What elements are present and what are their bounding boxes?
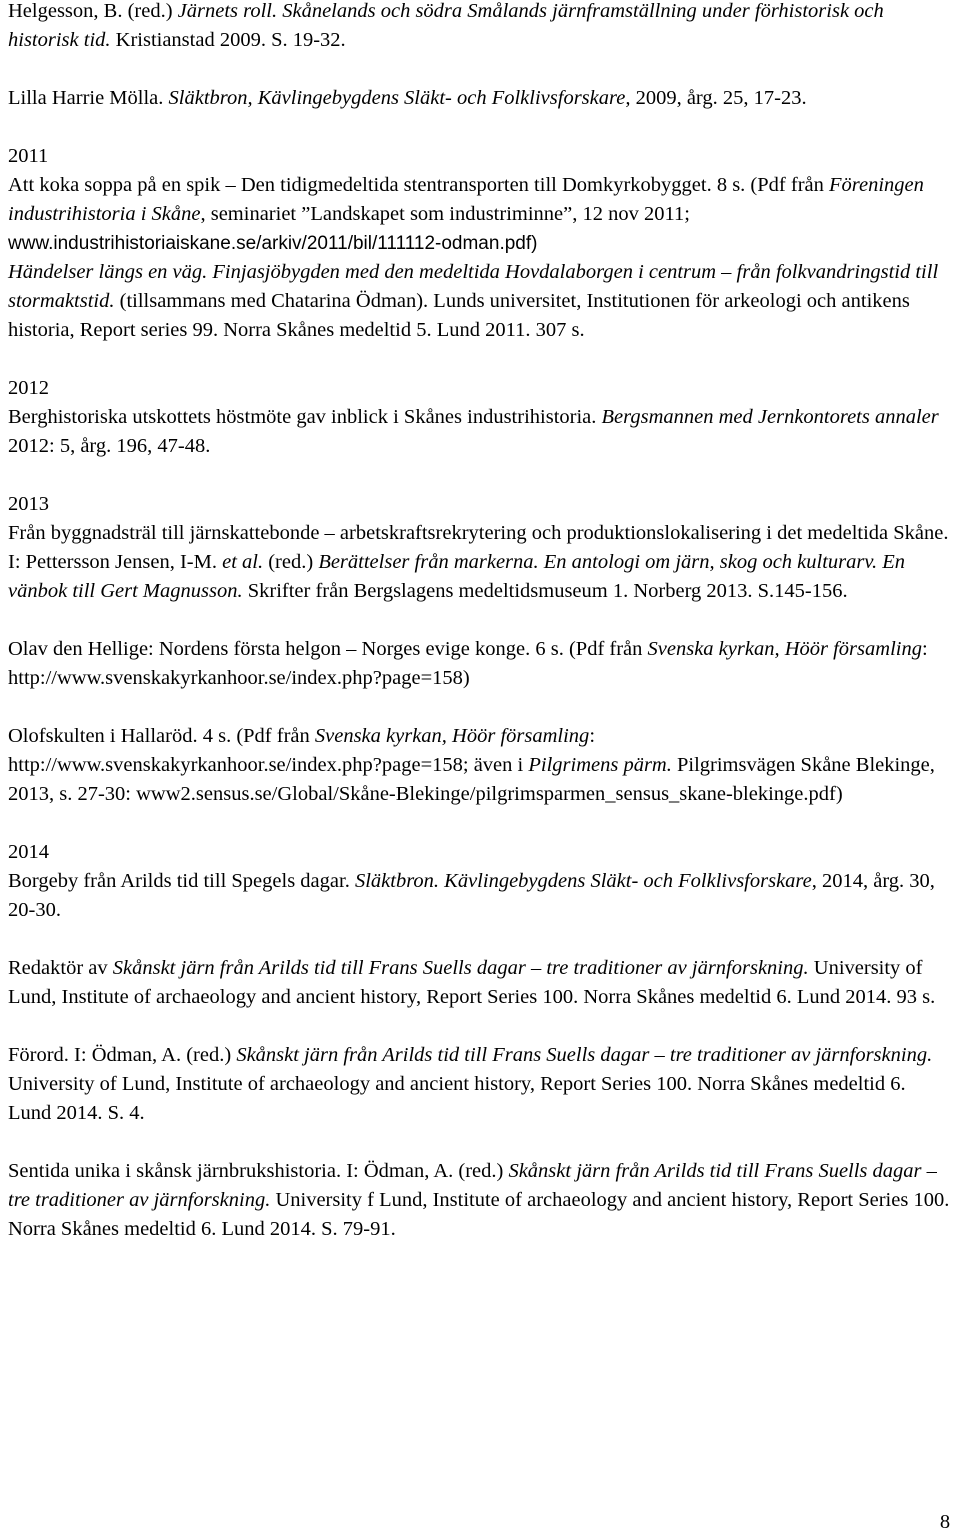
- entry-text: Sentida unika i skånsk järnbrukshistoria. I: Ödman, A. (red.): [8, 1160, 509, 1182]
- year-heading: 2012: [8, 377, 49, 399]
- bibliography: [8, 0, 952, 1273]
- entry-text: Berghistoriska utskottets höstmöte gav inblick i Skånes industrihistoria.: [8, 406, 602, 428]
- entry-title-text: Föreningen industrihistoria i Skåne: [8, 174, 924, 225]
- entry-text: Olofskulten i Hallaröd. 4 s. (Pdf från: [8, 725, 315, 747]
- bibliography-entry: [8, 1157, 952, 1244]
- entry-text: Skrifter från Bergslagens medeltidsmuseum 1. Norberg 2013. S.145-156.: [242, 580, 848, 602]
- bibliography-entry: [8, 954, 952, 1012]
- bibliography-entry: [8, 1041, 952, 1128]
- bibliography-entry: [8, 722, 952, 809]
- entry-text: 2009, årg. 25, 17-23.: [630, 87, 807, 109]
- entry-text: University f Lund, Institute of archaeology and ancient history, Report Series 100. Norra Skånes medeltid 6. Lund 2014. S. 79-91.: [8, 1189, 950, 1240]
- bibliography-entry: [8, 0, 952, 55]
- entry-text: Förord. I: Ödman, A. (red.): [8, 1044, 237, 1066]
- entry-text: : http://www.svenskakyrkanhoor.se/index.php?page=158): [8, 638, 928, 689]
- entry-text: (red.): [263, 551, 319, 573]
- entry-title-text: Skånskt järn från Arilds tid till Frans Suells dagar – tre traditioner av järnforskning.: [236, 1044, 933, 1066]
- entry-title-text: et al.: [222, 551, 264, 573]
- entry-text: Redaktör av: [8, 957, 113, 979]
- entry-text: Att koka soppa på en spik – Den tidigmedeltida stentransporten till Domkyrkobygget. 8 s. (Pdf från: [8, 174, 829, 196]
- entry-text: , seminariet ”Landskapet som industriminne”, 12 nov 2011;: [200, 203, 690, 225]
- entry-title-text: Svenska kyrkan, Höör församling: [314, 725, 590, 747]
- entry-text: www.industrihistoriaiskane.se/arkiv/2011/bil/111112-odman.pdf): [8, 233, 538, 254]
- bibliography-entry: [8, 519, 952, 606]
- entry-text: Lilla Harrie Mölla.: [8, 87, 169, 109]
- entry-title-text: Släktbron. Kävlingebygdens Släkt- och Folklivsforskare: [354, 870, 812, 892]
- entry-text: Pilgrimsvägen Skåne Blekinge, 2013, s. 27-30: www2.sensus.se/Global/Skåne-Blekinge/pilgrimsparmen_sensus_skane-blekinge.pdf): [8, 754, 935, 805]
- entry-text: : http://www.svenskakyrkanhoor.se/index.php?page=158; även i: [8, 725, 596, 776]
- entry-title-text: Pilgrimens pärm.: [528, 754, 672, 776]
- entry-title-text: Skånskt järn från Arilds tid till Frans Suells dagar – tre traditioner av järnforskning.: [8, 1160, 937, 1211]
- entry-text: , 2014, årg. 30, 20-30.: [8, 870, 935, 921]
- entry-text: University of Lund, Institute of archaeology and ancient history, Report Series 100. Norra Skånes medeltid 6. Lund 2014. S. 4.: [8, 1073, 906, 1124]
- bibliography-entry: [8, 171, 952, 258]
- year-heading: 2014: [8, 841, 49, 863]
- entry-text: Kristianstad 2009. S. 19-32.: [110, 29, 346, 51]
- year-heading: 2013: [8, 493, 49, 515]
- entry-title-text: Släktbron, Kävlingebygdens Släkt- och Folklivsforskare,: [168, 87, 631, 109]
- entry-text: Olav den Hellige: Nordens första helgon – Norges evige konge. 6 s. (Pdf från: [8, 638, 648, 660]
- entry-title-text: Berättelser från markerna. En antologi om järn, skog och kulturarv. En vänbok till Gert Magnusson.: [8, 551, 905, 602]
- bibliography-entry: [8, 84, 952, 113]
- entry-title-text: Händelser längs en väg. Finjasjöbygden med den medeltida Hovdalaborgen i centrum – från folkvandringstid till stormaktstid.: [8, 261, 939, 312]
- bibliography-entry: [8, 867, 952, 925]
- bibliography-entry: [8, 403, 952, 461]
- entry-title-text: Skånskt järn från Arilds tid till Frans Suells dagar – tre traditioner av järnforskning.: [112, 957, 809, 979]
- entry-text: University of Lund, Institute of archaeology and ancient history, Report Series 100. Norra Skånes medeltid 6. Lund 2014. 93 s.: [8, 957, 936, 1008]
- entry-text: Helgesson, B. (red.): [8, 0, 178, 22]
- entry-text: 2012: 5, årg. 196, 47-48.: [8, 435, 211, 457]
- entry-text: Borgeby från Arilds tid till Spegels dagar.: [8, 870, 355, 892]
- entry-title-text: Svenska kyrkan, Höör församling: [647, 638, 922, 660]
- page-number: 8: [939, 1511, 951, 1533]
- bibliography-entry: [8, 258, 952, 345]
- bibliography-entry: [8, 635, 952, 693]
- entry-text: (tillsammans med Chatarina Ödman). Lunds universitet, Institutionen för arkeologi och antikens historia, Report series 99. Norra Skånes medeltid 5. Lund 2011. 307 s.: [8, 290, 910, 341]
- entry-text: Från byggnadsträl till järnskattebonde – arbetskraftsrekrytering och produktionslokalisering i det medeltida Skåne. I: Pettersson Jensen, I-M.: [8, 522, 949, 573]
- entry-title-text: Järnets roll. Skånelands och södra Smålands järnframställning under förhistorisk och historisk tid.: [8, 0, 884, 51]
- entry-title-text: Bergsmannen med Jernkontorets annaler: [601, 406, 939, 428]
- year-heading: 2011: [8, 145, 49, 167]
